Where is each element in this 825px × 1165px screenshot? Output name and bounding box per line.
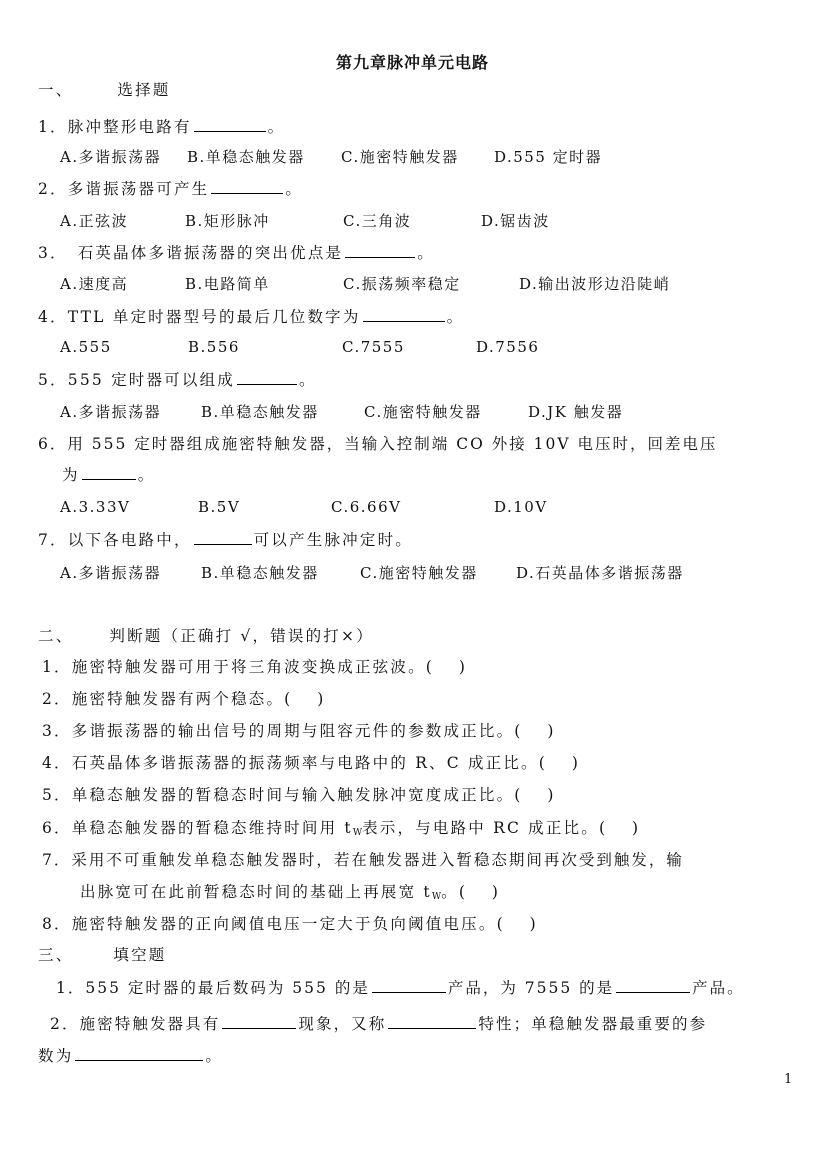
question-5 <box>38 369 317 390</box>
option-b: B.矩形脉冲 <box>185 212 270 230</box>
subscript: W <box>352 828 363 838</box>
page-number: 1 <box>784 1072 793 1087</box>
question-3-stem: 3． 石英晶体多谐振荡器的突出优点是 <box>38 244 344 262</box>
option-a: A.速度高 <box>60 275 129 293</box>
answer-blank <box>82 464 136 480</box>
fill-question-2-cont <box>38 1045 223 1066</box>
question-5-end: 。 <box>298 371 317 389</box>
judge-item-4: 4．石英晶体多谐振荡器的振荡频率与电路中的 R、C 成正比。( ) <box>42 754 581 772</box>
fill-question-1-text-mid: 产品，为 7555 的是 <box>447 979 615 997</box>
chapter-title: 第九章脉冲单元电路 <box>335 53 489 72</box>
judge-item-8: 8．施密特触发器的正向阈值电压一定大于负向阈值电压。( ) <box>42 915 538 933</box>
subscript: W <box>431 892 442 902</box>
fill-question-2-cont-end: 。 <box>205 1047 224 1065</box>
fill-question-1-text: 1．555 定时器的最后数码为 555 的是 <box>56 979 370 997</box>
option-b: B.单稳态触发器 <box>201 403 319 421</box>
fill-question-2-text-mid: 现象，又称 <box>298 1015 387 1033</box>
question-3 <box>38 242 435 263</box>
option-b: B.556 <box>188 338 240 356</box>
option-d: D.555 定时器 <box>494 148 603 166</box>
option-b: B.单稳态触发器 <box>201 564 319 582</box>
judge-item-7-cont-text: 出脉宽可在此前暂稳态时间的基础上再展宽 t <box>80 883 432 901</box>
question-1 <box>38 116 285 137</box>
judge-item-5: 5．单稳态触发器的暂稳态时间与输入触发脉冲宽度成正比。( ) <box>42 786 556 804</box>
option-c: C.振荡频率稳定 <box>343 275 461 293</box>
judge-item-6 <box>42 818 640 843</box>
option-a: A.3.33V <box>60 498 131 516</box>
answer-blank <box>345 242 415 258</box>
question-6 <box>38 434 718 454</box>
option-a: A.多谐振荡器 <box>60 403 162 421</box>
answer-blank <box>75 1045 203 1061</box>
option-b: B.单稳态触发器 <box>187 148 305 166</box>
option-d: D.7556 <box>476 338 540 356</box>
question-4-stem: 4．TTL 单定时器型号的最后几位数字为 <box>38 308 361 326</box>
judge-item-7: 7．采用不可重触发单稳态触发器时，若在触发器进入暂稳态期间再次受到触发，输 <box>42 851 684 869</box>
option-a: A.正弦波 <box>60 212 129 230</box>
judge-item-6-text: 6．单稳态触发器的暂稳态维持时间用 t <box>42 819 353 837</box>
option-c: C.三角波 <box>343 212 412 230</box>
answer-blank <box>237 369 297 385</box>
option-a: A.多谐振荡器 <box>60 564 162 582</box>
question-6-stem-cont: 为 <box>62 466 80 484</box>
answer-blank <box>222 1013 296 1029</box>
fill-question-1-text-end: 产品。 <box>692 979 745 997</box>
question-3-end: 。 <box>417 244 435 262</box>
option-d: D.石英晶体多谐振荡器 <box>516 564 684 582</box>
option-c: C.施密特触发器 <box>341 148 459 166</box>
option-c: C.施密特触发器 <box>360 564 478 582</box>
section1-heading-text: 选择题 <box>117 81 171 99</box>
option-b: B.电路简单 <box>185 275 270 293</box>
option-d: D.10V <box>494 498 548 516</box>
section1-heading-num: 一、 <box>38 81 74 99</box>
section2-heading <box>38 626 374 646</box>
fill-question-2-text: 2．施密特触发器具有 <box>50 1015 221 1033</box>
answer-blank <box>372 977 446 993</box>
option-d: D.输出波形边沿陡峭 <box>519 275 671 293</box>
option-a: A.555 <box>60 338 112 356</box>
question-7-end: 可以产生脉冲定时。 <box>253 531 413 549</box>
answer-blank <box>194 529 252 545</box>
question-2-end: 。 <box>285 180 304 198</box>
answer-blank <box>363 306 445 322</box>
option-a: A.多谐振荡器 <box>60 148 162 166</box>
judge-item-6-text-end: 表示，与电路中 RC 成正比。( ) <box>362 819 641 837</box>
section1-heading <box>38 80 171 100</box>
question-2-stem: 2．多谐振荡器可产生 <box>38 180 210 198</box>
fill-question-1 <box>56 977 745 998</box>
judge-item-7-cont <box>80 882 500 907</box>
judge-item-7-cont-end: 。( ) <box>441 883 501 901</box>
answer-blank <box>194 116 266 132</box>
section2-heading-num: 二、 <box>38 627 74 645</box>
question-7-stem: 7．以下各电路中， <box>38 531 192 549</box>
question-6-cont <box>62 464 155 485</box>
section3-heading-text: 填空题 <box>113 946 167 964</box>
question-6-stem: 6．用 555 定时器组成施密特触发器，当输入控制端 CO 外接 10V 电压时，回差电压 <box>38 435 718 453</box>
option-d: D.JK 触发器 <box>528 403 624 421</box>
judge-item-1: 1．施密特触发器可用于将三角波变换成正弦波。( ) <box>42 658 468 676</box>
question-5-stem: 5．555 定时器可以组成 <box>38 371 235 389</box>
question-7 <box>38 529 413 550</box>
answer-blank <box>211 178 283 194</box>
section3-heading-num: 三、 <box>38 946 74 964</box>
answer-blank <box>616 977 690 993</box>
option-c: C.6.66V <box>331 498 402 516</box>
option-c: C.7555 <box>342 338 405 356</box>
judge-item-3: 3．多谐振荡器的输出信号的周期与阻容元件的参数成正比。( ) <box>42 722 556 740</box>
option-d: D.锯齿波 <box>481 212 550 230</box>
question-1-stem: 1．脉冲整形电路有 <box>38 118 192 136</box>
question-6-end: 。 <box>137 466 156 484</box>
section2-heading-text: 判断题（正确打 √，错误的打×） <box>109 627 374 645</box>
question-4-end: 。 <box>446 308 465 326</box>
question-4 <box>38 306 464 327</box>
fill-question-2 <box>50 1013 707 1034</box>
option-c: C.施密特触发器 <box>364 403 482 421</box>
section3-heading <box>38 945 167 965</box>
answer-blank <box>388 1013 476 1029</box>
question-2 <box>38 178 303 199</box>
question-1-end: 。 <box>267 118 286 136</box>
option-b: B.5V <box>198 498 241 516</box>
judge-item-2: 2．施密特触发器有两个稳态。( ) <box>42 690 326 708</box>
fill-question-2-text-end: 特性；单稳触发器最重要的参 <box>478 1015 708 1033</box>
fill-question-2-cont-text: 数为 <box>38 1047 74 1065</box>
